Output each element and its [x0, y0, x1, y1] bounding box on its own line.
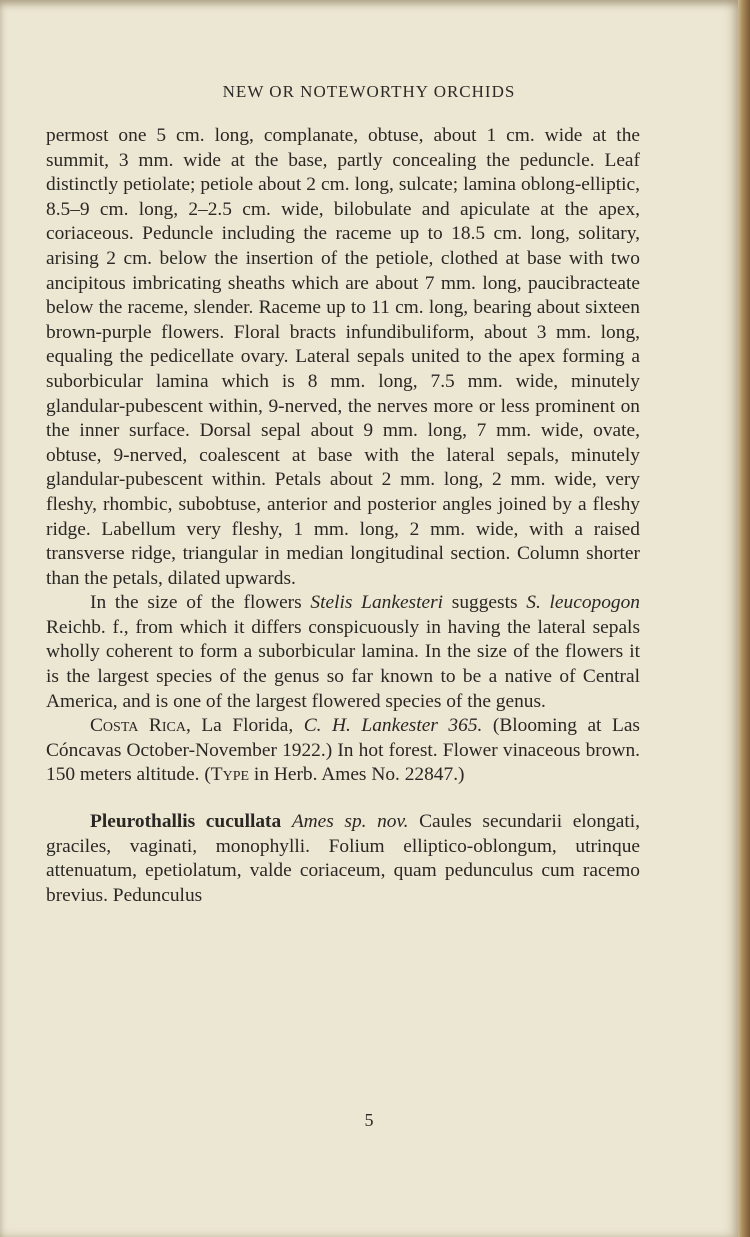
- paragraph-comparison: In the size of the flowers Stelis Lankesteri suggests S. leucopogon Reichb. f., from which it differs conspicuously in having the lateral sepals wholly coherent to form a suborbicular lamina. In the size of the flowers it is the largest species of the genus so far known to be a native of Central America, and is one of the largest flowered species of the genus.: [46, 592, 641, 712]
- body-text: [46, 124, 640, 908]
- collector-citation: C. H. Lankester 365.: [303, 715, 483, 737]
- species-heading: Pleurothallis cucullata: [90, 811, 282, 833]
- paragraph-new-species: Pleurothallis cucullata Ames sp. nov. Caules secundarii elongati, graciles, vaginati, monophylli. Folium elliptico-oblongum, utrinque attenuatum, epetiolatum, valde coriaceum, quam pedunculus cum racemo brevius. Pedunculus: [46, 811, 640, 906]
- species-name: S. leucopogon: [526, 592, 641, 614]
- species-name: Stelis Lankesteri: [310, 592, 444, 614]
- type-label: Type: [210, 764, 250, 786]
- country-name: Costa Rica: [90, 715, 186, 737]
- authority: Ames sp. nov.: [291, 811, 409, 833]
- paragraph-locality: Costa Rica, La Florida, C. H. Lankester 365. (Blooming at Las Cóncavas October-November 1922.) In hot forest. Flower vinaceous brown. 150 meters altitude. (Type in Herb. Ames No. 22847.): [46, 715, 640, 786]
- paragraph-gap: [46, 788, 640, 810]
- page-edge: [738, 0, 750, 1237]
- paragraph-description: permost one 5 cm. long, complanate, obtuse, about 1 cm. wide at the summit, 3 mm. wide at the base, partly concealing the peduncle. Leaf distinctly petiolate; petiole about 2 cm. long, sulcate; lamina oblong-elliptic, 8.5–9 cm. long, 2–2.5 cm. wide, bilobulate and apiculate at the apex, coriaceous. Peduncle including the raceme up to 18.5 cm. long, solitary, arising 2 cm. below the insertion of the petiole, clothed at base with two ancipitous imbricating sheaths which are about 7 mm. long, paucibracteate below the raceme, slender. Raceme up to 11 cm. long, bearing about sixteen brown-purple flowers. Floral bracts infundibuliform, about 3 mm. long, equaling the pedicellate ovary. Lateral sepals united to the apex forming a suborbicular lamina which is 8 mm. long, 7.5 mm. wide, minutely glandular-pubescent within, 9-nerved, the nerves more or less prominent on the inner surface. Dorsal sepal about 9 mm. long, 7 mm. wide, ovate, obtuse, 9-nerved, coalescent at base with the lateral sepals, minutely glandular-pubescent within. Petals about 2 mm. long, 2 mm. wide, very fleshy, rhombic, subobtuse, anterior and posterior angles joined by a fleshy ridge. Labellum very fleshy, 1 mm. long, 2 mm. wide, with a raised transverse ridge, triangular in median longitudinal section. Column shorter than the petals, dilated upwards.: [46, 125, 640, 589]
- running-title: NEW OR NOTEWORTHY ORCHIDS: [222, 82, 516, 101]
- page-number: 5: [364, 1110, 374, 1130]
